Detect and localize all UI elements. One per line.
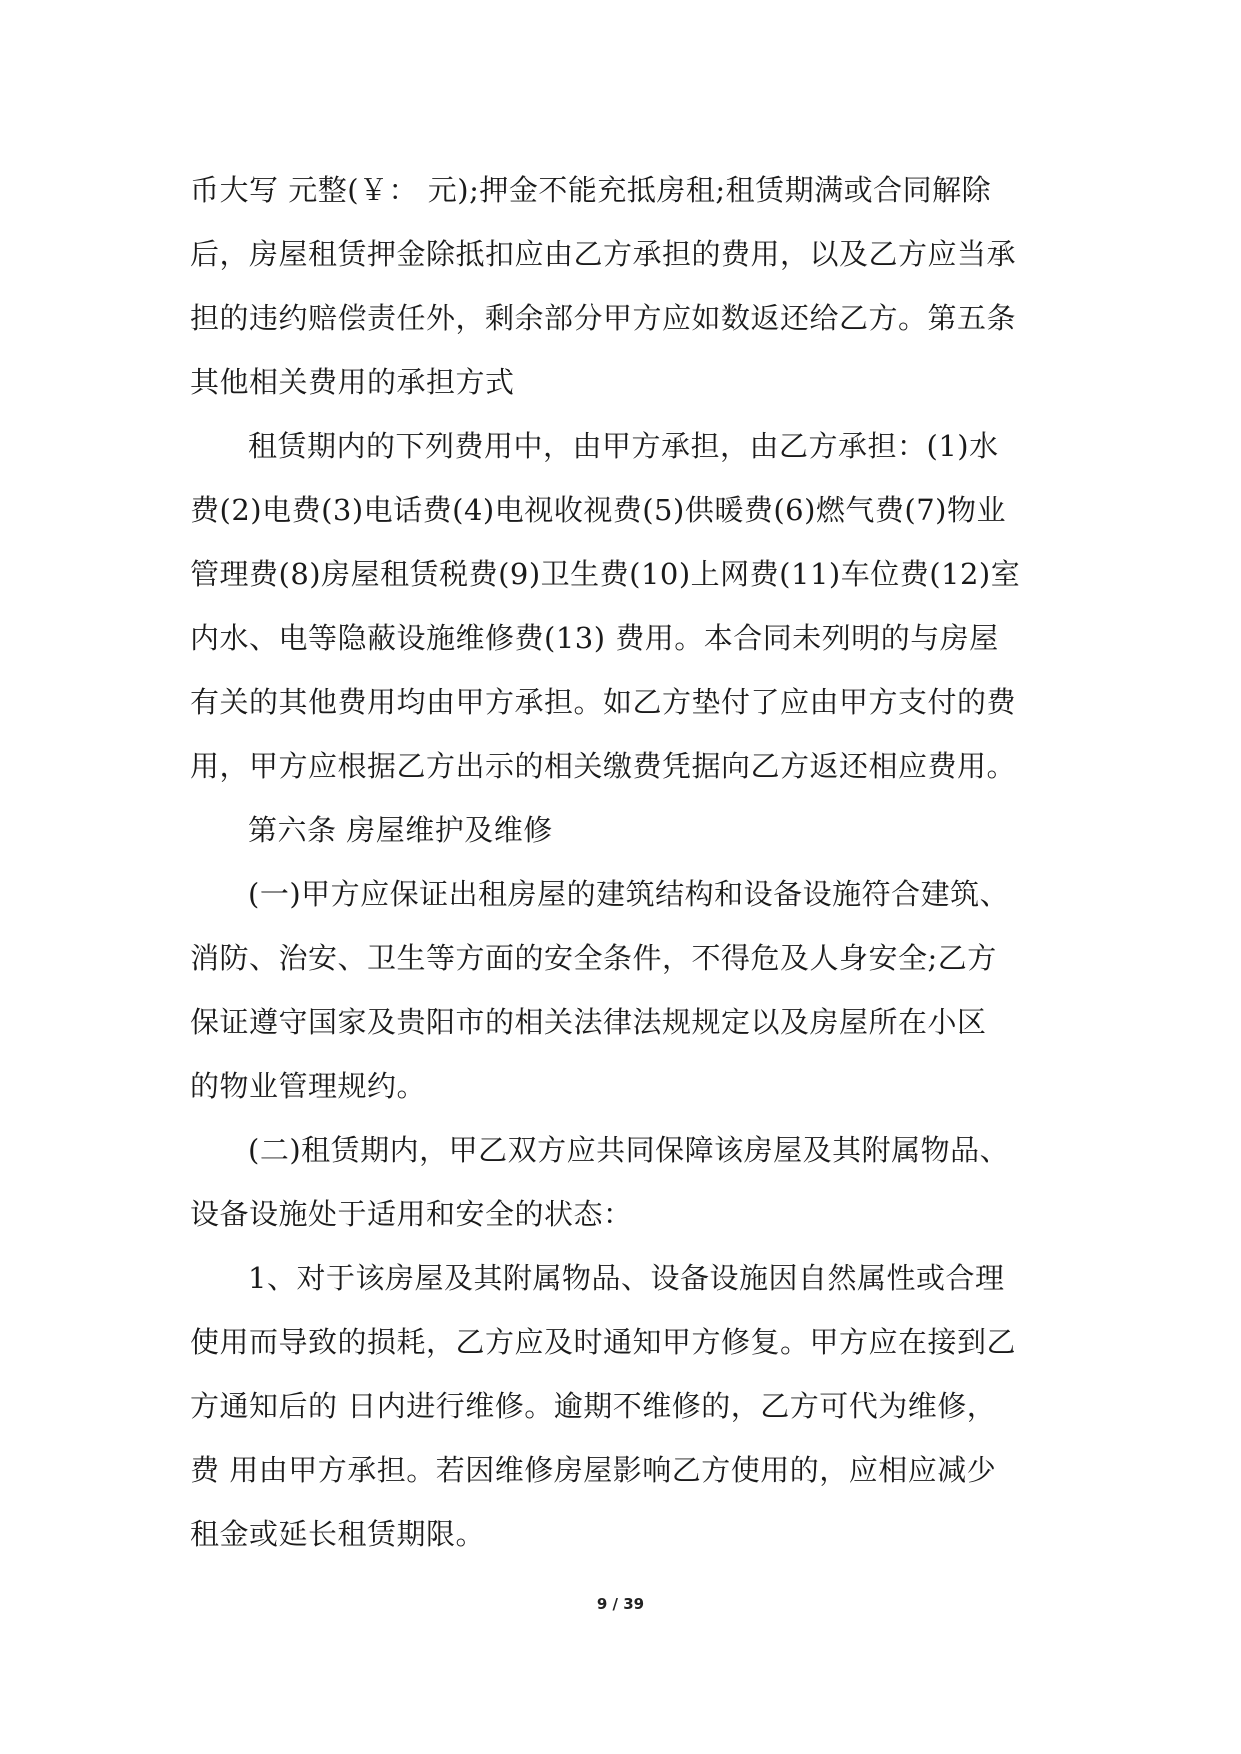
- text-line-22: 租金或延长租赁期限。: [190, 1517, 486, 1551]
- text-line-4: 其他相关费用的承担方式: [190, 365, 515, 399]
- text-line-3: 担的违约赔偿责任外，剩余部分甲方应如数返还给乙方。第五条: [190, 301, 1017, 335]
- text-line-19: 使用而导致的损耗，乙方应及时通知甲方修复。甲方应在接到乙: [190, 1325, 1017, 1359]
- page-number: 9 / 39: [596, 1595, 645, 1613]
- text-line-20: 方通知后的 日内进行维修。逾期不维修的，乙方可代为维修，: [190, 1389, 997, 1423]
- text-line-14: 保证遵守国家及贵阳市的相关法律法规规定以及房屋所在小区: [190, 1005, 987, 1039]
- text-line-2: 后，房屋租赁押金除抵扣应由乙方承担的费用，以及乙方应当承: [190, 237, 1017, 271]
- text-line-1: 币大写 元整(￥： 元);押金不能充抵房租;租赁期满或合同解除: [190, 173, 992, 207]
- text-line-10: 用，甲方应根据乙方出示的相关缴费凭据向乙方返还相应费用。: [190, 749, 1017, 783]
- text-line-6: 费(2)电费(3)电话费(4)电视收视费(5)供暖费(6)燃气费(7)物业: [190, 493, 1006, 527]
- text-line-7: 管理费(8)房屋租赁税费(9)卫生费(10)上网费(11)车位费(12)室: [190, 557, 1021, 591]
- section-heading-article-6: 第六条 房屋维护及维修: [248, 813, 553, 847]
- text-line-5: 租赁期内的下列费用中，由甲方承担，由乙方承担：(1)水: [248, 429, 999, 463]
- text-line-15: 的物业管理规约。: [190, 1069, 427, 1103]
- text-line-12: (一)甲方应保证出租房屋的建筑结构和设备设施符合建筑、: [248, 877, 1010, 911]
- text-line-21: 费 用由甲方承担。若因维修房屋影响乙方使用的，应相应减少: [190, 1453, 997, 1487]
- text-line-18: 1、对于该房屋及其附属物品、设备设施因自然属性或合理: [248, 1261, 1005, 1295]
- document-body: [190, 158, 1060, 1566]
- text-line-16: (二)租赁期内，甲乙双方应共同保障该房屋及其附属物品、: [248, 1133, 1010, 1167]
- text-line-17: 设备设施处于适用和安全的状态：: [190, 1197, 633, 1231]
- text-line-9: 有关的其他费用均由甲方承担。如乙方垫付了应由甲方支付的费: [190, 685, 1017, 719]
- text-line-13: 消防、治安、卫生等方面的安全条件，不得危及人身安全;乙方: [190, 941, 997, 975]
- text-line-8: 内水、电等隐蔽设施维修费(13) 费用。本合同未列明的与房屋: [190, 621, 999, 655]
